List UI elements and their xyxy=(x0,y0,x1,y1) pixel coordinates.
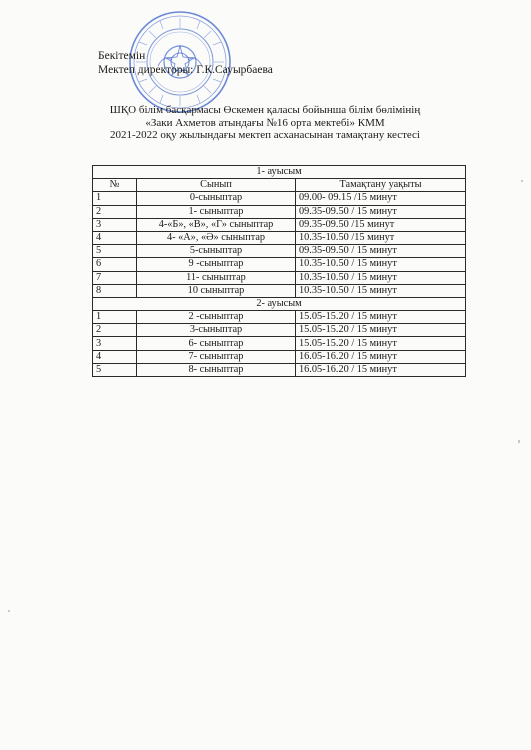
row-number: 4 xyxy=(93,350,137,363)
row-number: 3 xyxy=(93,337,137,350)
row-class: 10 сыныптар xyxy=(137,284,296,297)
row-time: 16.05-16.20 / 15 минут xyxy=(296,350,466,363)
director-line: Мектеп директоры: Г.К.Сауырбаева xyxy=(98,64,273,76)
row-time: 15.05-15.20 / 15 минут xyxy=(296,324,466,337)
table-row xyxy=(93,205,466,218)
row-class: 5-сыныптар xyxy=(137,245,296,258)
row-time: 16.05-16.20 / 15 минут xyxy=(296,363,466,376)
row-time: 09.35-09.50 / 15 минут xyxy=(296,245,466,258)
row-class: 4-«Б», «В», «Г» сыныптар xyxy=(137,218,296,231)
row-number: 2 xyxy=(93,205,137,218)
row-time: 09.35-09.50 /15 минут xyxy=(296,218,466,231)
row-number: 5 xyxy=(93,245,137,258)
row-class: 1- сыныптар xyxy=(137,205,296,218)
scan-speck xyxy=(521,180,523,182)
table-row xyxy=(93,218,466,231)
heading-line-1: ШҚО білім басқармасы Өскемен қаласы бойынша білім бөлімінің xyxy=(109,104,421,116)
row-time: 09.00- 09.15 /15 минут xyxy=(296,192,466,205)
row-class: 2 -сыныптар xyxy=(137,311,296,324)
table-row xyxy=(93,363,466,376)
row-class: 0-сыныптар xyxy=(137,192,296,205)
row-time: 10.35-10.50 / 15 минут xyxy=(296,284,466,297)
meal-schedule-table xyxy=(92,165,466,377)
row-class: 6- сыныптар xyxy=(137,337,296,350)
row-number: 1 xyxy=(93,192,137,205)
row-class: 8- сыныптар xyxy=(137,363,296,376)
row-class: 7- сыныптар xyxy=(137,350,296,363)
row-time: 09.35-09.50 / 15 минут xyxy=(296,205,466,218)
table-row xyxy=(93,311,466,324)
row-class: 3-сыныптар xyxy=(137,324,296,337)
table-row xyxy=(93,350,466,363)
approval-label: Бекітемін xyxy=(98,50,146,62)
row-number: 1 xyxy=(93,311,137,324)
approval-block xyxy=(98,49,273,77)
row-number: 7 xyxy=(93,271,137,284)
row-time: 10.35-10.50 / 15 минут xyxy=(296,271,466,284)
row-time: 15.05-15.20 / 15 минут xyxy=(296,337,466,350)
row-time: 15.05-15.20 / 15 минут xyxy=(296,311,466,324)
row-class: 9 -сыныптар xyxy=(137,258,296,271)
row-class: 11- сыныптар xyxy=(137,271,296,284)
row-time: 10.35-10.50 / 15 минут xyxy=(296,258,466,271)
header-number: № xyxy=(93,179,137,192)
column-header-row xyxy=(93,179,466,192)
shift-1-header xyxy=(93,166,466,179)
shift-2-title: 2- ауысым xyxy=(93,297,466,310)
document-heading xyxy=(90,104,440,142)
table-row xyxy=(93,284,466,297)
table-row xyxy=(93,258,466,271)
row-number: 4 xyxy=(93,231,137,244)
header-class: Сынып xyxy=(137,179,296,192)
table-row xyxy=(93,324,466,337)
table-row xyxy=(93,192,466,205)
row-number: 3 xyxy=(93,218,137,231)
table-row xyxy=(93,245,466,258)
table-row xyxy=(93,231,466,244)
row-number: 8 xyxy=(93,284,137,297)
row-class: 4- «А», «Ә» сыныптар xyxy=(137,231,296,244)
row-number: 2 xyxy=(93,324,137,337)
header-time: Тамақтану уақыты xyxy=(296,179,466,192)
shift-2-header xyxy=(93,297,466,310)
heading-line-2: «Заки Ахметов атындағы №16 орта мектебі» КММ xyxy=(145,116,385,129)
table-row xyxy=(93,337,466,350)
row-number: 5 xyxy=(93,363,137,376)
row-number: 6 xyxy=(93,258,137,271)
heading-line-3: 2021-2022 оқу жылындағы мектеп асханасынан тамақтану кестесі xyxy=(110,129,420,141)
table-row xyxy=(93,271,466,284)
row-time: 10.35-10.50 /15 минут xyxy=(296,231,466,244)
scan-speck xyxy=(518,440,520,443)
shift-1-title: 1- ауысым xyxy=(93,166,466,179)
scan-speck xyxy=(8,610,10,612)
